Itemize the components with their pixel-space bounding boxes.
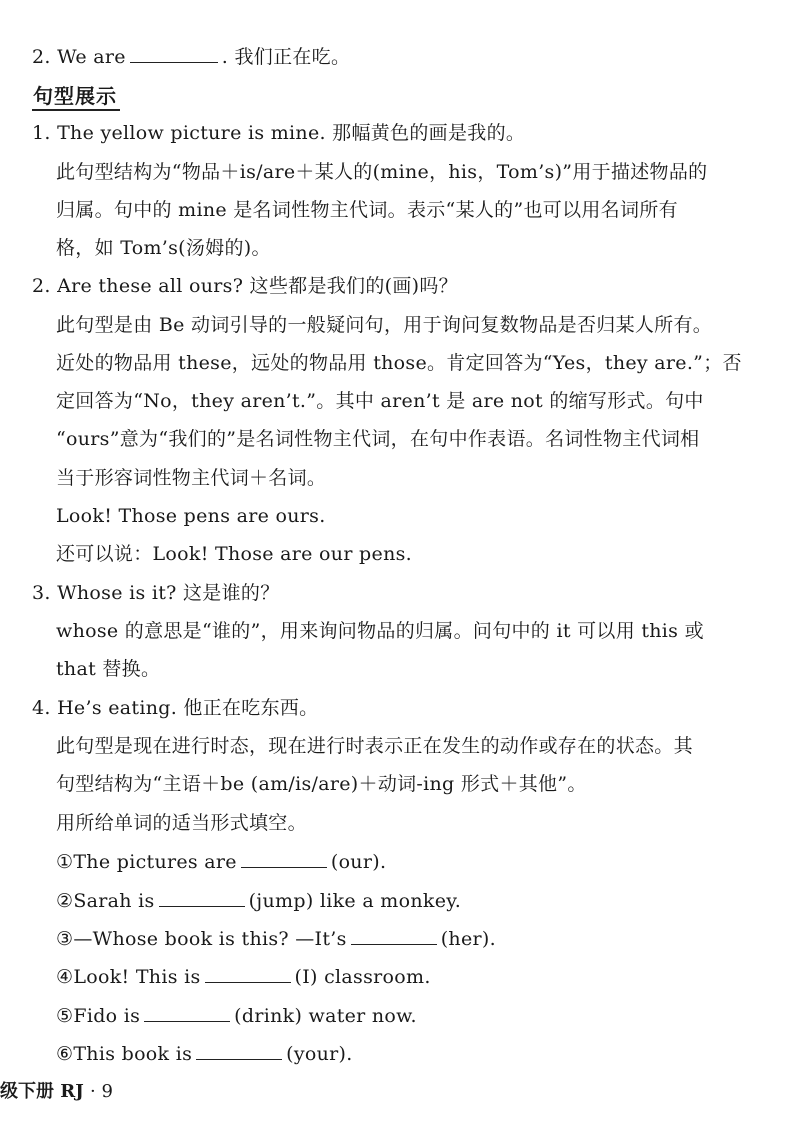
footer-text: 级下册 RJ: [0, 1081, 84, 1102]
answer-blank-1[interactable]: [241, 849, 327, 868]
item-1-head: 1. The yellow picture is mine. 那幅黄色的画是我的。: [32, 122, 526, 144]
exercise-4: ④Look! This is (I) classroom.: [56, 966, 431, 988]
section-title-underline: [32, 109, 120, 111]
answer-blank-2[interactable]: [159, 888, 245, 907]
answer-blank-4[interactable]: [205, 964, 291, 983]
item-4-line-1: 此句型是现在进行时态，现在进行时表示正在发生的动作或存在的状态。其: [56, 735, 693, 757]
section-title: 句型展示: [33, 84, 117, 108]
item-2-line-5: 当于形容词性物主代词＋名词。: [56, 467, 327, 489]
item-2-example-2: 还可以说：Look! Those are our pens.: [56, 543, 412, 565]
item-2-line-2: 近处的物品用 these，远处的物品用 those。肯定回答为“Yes，they are.”；否: [56, 352, 742, 374]
exercise-2: ②Sarah is (jump) like a monkey.: [56, 890, 462, 912]
answer-blank-3[interactable]: [351, 926, 437, 945]
exercise-3: ③—Whose book is this? —It’s (her).: [56, 928, 496, 950]
answer-blank-5[interactable]: [144, 1003, 230, 1022]
item-4-head: 4. He’s eating. 他正在吃东西。: [32, 697, 319, 719]
item-3-line-1: whose 的意思是“谁的”，用来询问物品的归属。问句中的 it 可以用 this 或: [56, 620, 704, 642]
item-2-line-3: 定回答为“No，they aren’t.”。其中 aren’t 是 are not 的缩写形式。句中: [56, 390, 704, 412]
top-item: 2. We are . 我们正在吃。: [32, 46, 351, 68]
item-2-example-1: Look! Those pens are ours.: [56, 505, 326, 527]
item-4-line-3: 用所给单词的适当形式填空。: [56, 812, 307, 834]
answer-blank-top[interactable]: [130, 44, 218, 63]
exercise-1: ①The pictures are (our).: [56, 851, 387, 873]
item-2-line-1: 此句型是由 Be 动词引导的一般疑问句，用于询问复数物品是否归某人所有。: [56, 314, 713, 336]
item-3-line-2: that 替换。: [56, 658, 161, 680]
page-number: · 9: [90, 1081, 113, 1102]
item-1-line-2: 归属。句中的 mine 是名词性物主代词。表示“某人的”也可以用名词所有: [56, 199, 678, 221]
item-2-head: 2. Are these all ours? 这些都是我们的(画)吗？: [32, 275, 458, 297]
item-1-line-1: 此句型结构为“物品＋is/are＋某人的(mine，his，Tom’s)”用于描述物品的: [56, 161, 708, 183]
answer-blank-6[interactable]: [196, 1041, 282, 1060]
page-footer: [0, 1080, 113, 1104]
exercise-5: ⑤Fido is (drink) water now.: [56, 1005, 417, 1027]
item-1-line-3: 格，如 Tom’s(汤姆的)。: [56, 237, 271, 259]
item-4-line-2: 句型结构为“主语＋be (am/is/are)＋动词-ing 形式＋其他”。: [56, 773, 587, 795]
item-2-line-4: “ours”意为“我们的”是名词性物主代词，在句中作表语。名词性物主代词相: [56, 428, 700, 450]
exercise-6: ⑥This book is (your).: [56, 1043, 353, 1065]
item-3-head: 3. Whose is it? 这是谁的？: [32, 582, 280, 604]
